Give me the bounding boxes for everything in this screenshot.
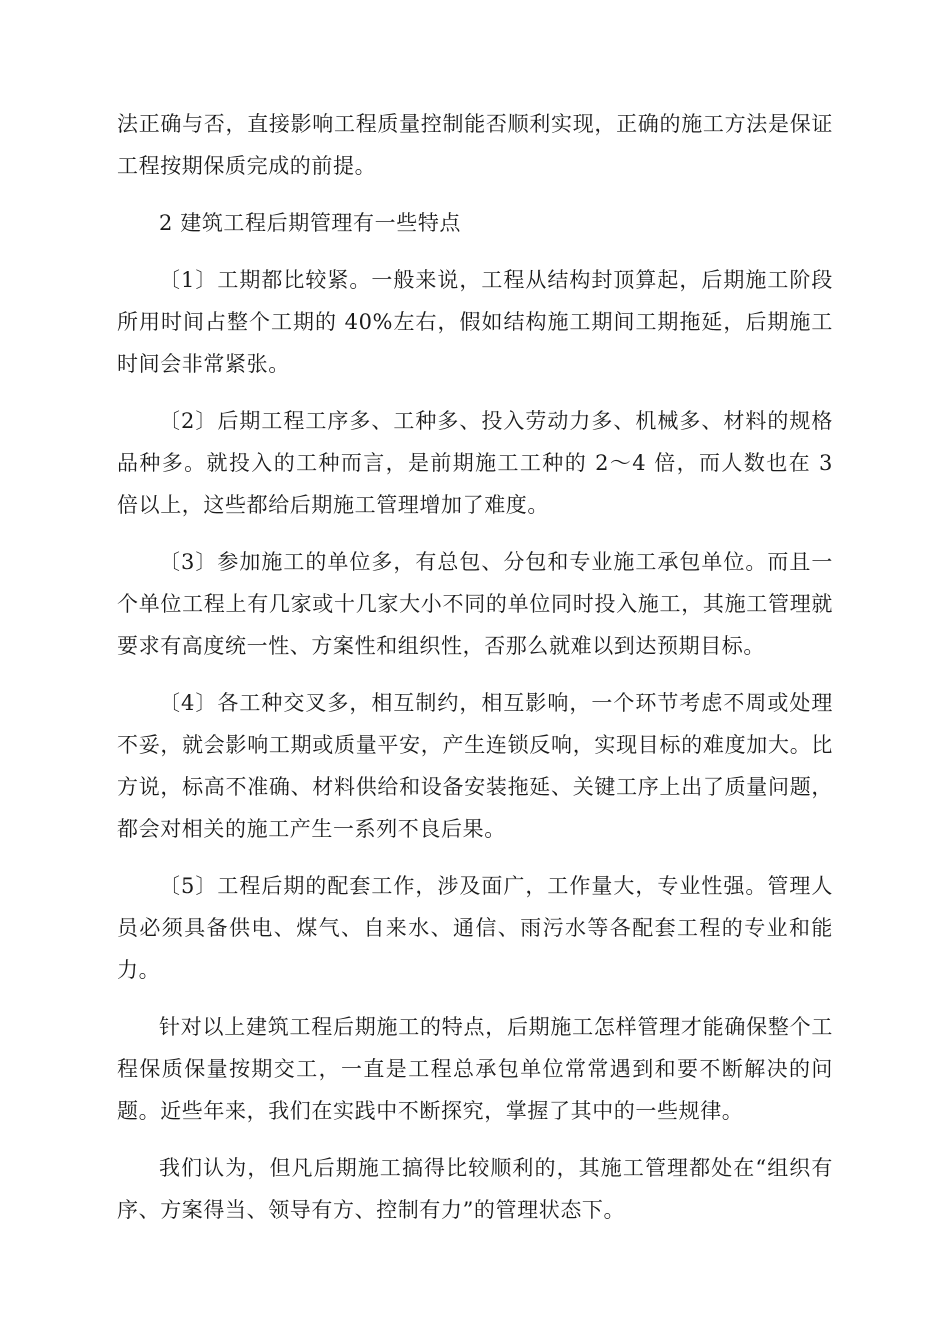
paragraph-item-2: 〔2〕后期工程工序多、工种多、投入劳动力多、机械多、材料的规格品种多。就投入的工种而言，是前期施工工种的 2～4 倍，而人数也在 3 倍以上，这些都给后期施工管理增加了难度。 (117, 409, 833, 517)
paragraph-item-5: 〔5〕工程后期的配套工作，涉及面广，工作量大，专业性强。管理人员必须具备供电、煤气、自来水、通信、雨污水等各配套工程的专业和能力。 (117, 874, 833, 982)
paragraph-conclusion: 我们认为，但凡后期施工搞得比较顺利的，其施工管理都处在“组织有序、方案得当、领导有方、控制有力”的管理状态下。 (117, 1156, 833, 1222)
paragraph-item-4: 〔4〕各工种交叉多，相互制约，相互影响，一个环节考虑不周或处理不妥，就会影响工期或质量平安，产生连锁反响，实现目标的难度加大。比方说，标高不准确、材料供给和设备安装拖延、关键工序上出了质量问题，都会对相关的施工产生一系列不良后果。 (117, 691, 833, 841)
paragraph-continuation: 法正确与否，直接影响工程质量控制能否顺利实现，正确的施工方法是保证工程按期保质完成的前提。 (117, 112, 833, 178)
paragraph-summary: 针对以上建筑工程后期施工的特点，后期施工怎样管理才能确保整个工程保质保量按期交工，一直是工程总承包单位常常遇到和要不断解决的问题。近些年来，我们在实践中不断探究，掌握了其中的一些规律。 (117, 1015, 833, 1123)
paragraph-item-3: 〔3〕参加施工的单位多，有总包、分包和专业施工承包单位。而且一个单位工程上有几家或十几家大小不同的单位同时投入施工，其施工管理就要求有高度统一性、方案性和组织性，否那么就难以到达预期目标。 (117, 550, 833, 658)
section-heading: 2 建筑工程后期管理有一些特点 (159, 211, 462, 235)
paragraph-item-1: 〔1〕工期都比较紧。一般来说，工程从结构封顶算起，后期施工阶段所用时间占整个工期的 40%左右，假如结构施工期间工期拖延，后期施工时间会非常紧张。 (117, 268, 833, 376)
document-body (117, 103, 833, 1246)
